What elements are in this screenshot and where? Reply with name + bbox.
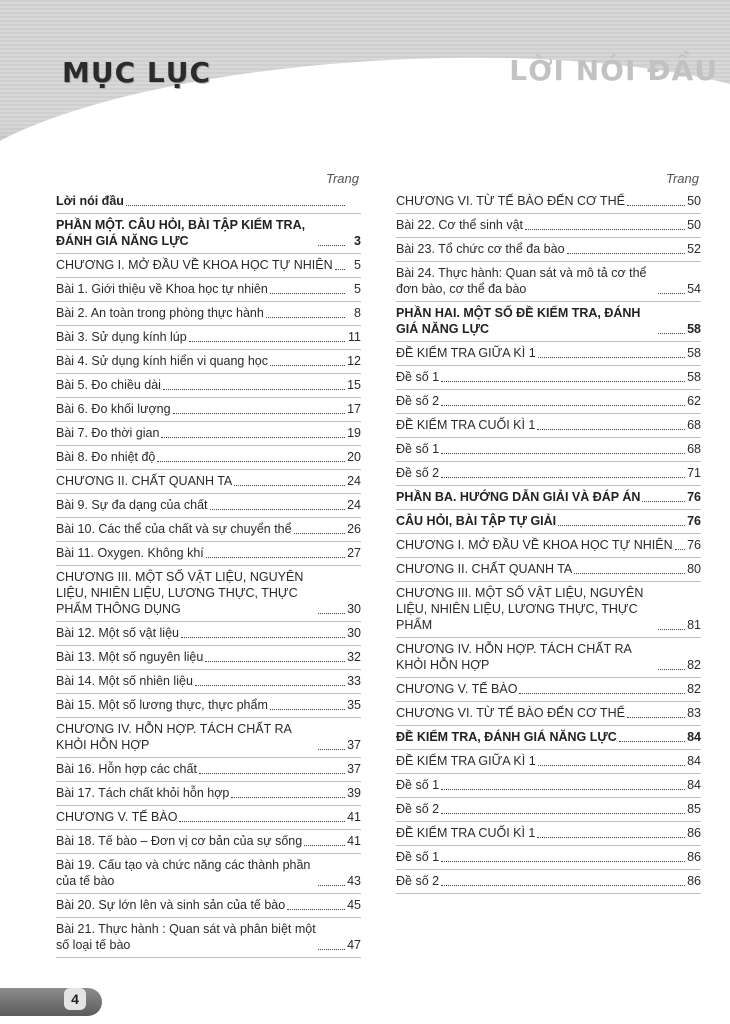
dot-leader	[161, 437, 345, 438]
dot-leader	[270, 293, 345, 294]
toc-entry[interactable]	[396, 638, 701, 678]
toc-entry-title: Đề số 1	[396, 442, 440, 456]
toc-entry[interactable]	[56, 806, 361, 830]
dot-leader	[441, 861, 685, 862]
toc-entry-title: CHƯƠNG III. MỘT SỐ VẬT LIỆU, NGUYÊN LIỆU, NHIÊN LIỆU, LƯƠNG THỰC, THỰC PHẨM THÔNG DỤNG	[56, 570, 304, 616]
toc-entry-page: 17	[347, 402, 361, 416]
toc-entry-title: Bài 20. Sự lớn lên và sinh sản của tế bào	[56, 898, 286, 912]
toc-entry[interactable]	[396, 462, 701, 486]
dot-leader	[335, 269, 345, 270]
toc-entry[interactable]	[56, 718, 361, 758]
toc-entry-title: Bài 3. Sử dụng kính lúp	[56, 330, 187, 344]
toc-entry-title: Bài 12. Một số vật liệu	[56, 626, 179, 640]
dot-leader	[627, 205, 685, 206]
toc-entry-title: Bài 6. Đo khối lượng	[56, 402, 171, 416]
dot-leader	[231, 797, 345, 798]
toc-entry-title: ĐỀ KIỂM TRA CUỐI KÌ 1	[396, 826, 536, 840]
dot-leader	[441, 381, 685, 382]
toc-entry-page: 58	[687, 322, 701, 336]
toc-entry-title: ĐỀ KIỂM TRA, ĐÁNH GIÁ NĂNG LỰC	[396, 730, 617, 744]
dot-leader	[163, 389, 345, 390]
toc-right-list	[396, 190, 701, 894]
toc-entry-title: Bài 22. Cơ thể sinh vật	[396, 218, 524, 232]
toc-entry-page: 80	[687, 562, 701, 576]
dot-leader	[537, 837, 685, 838]
dot-leader	[189, 341, 345, 342]
toc-entry-title: Bài 21. Thực hành : Quan sát và phân biệt một số loại tế bào	[56, 922, 316, 952]
toc-entry-page: 76	[687, 514, 701, 528]
dot-leader	[318, 613, 345, 614]
toc-entry-page: 30	[347, 602, 361, 616]
toc-entry-page: 86	[687, 850, 701, 864]
toc-entry[interactable]	[56, 918, 361, 958]
dot-leader	[270, 709, 345, 710]
dot-leader	[619, 741, 685, 742]
toc-entry-title: PHẦN HAI. MỘT SỐ ĐỀ KIỂM TRA, ĐÁNH GIÁ NĂNG LỰC	[396, 306, 641, 336]
toc-entry-page: 20	[347, 450, 361, 464]
dot-leader	[234, 485, 345, 486]
toc-entry-title: CHƯƠNG VI. TỪ TẾ BÀO ĐẾN CƠ THỂ	[396, 706, 625, 720]
toc-entry-page: 5	[354, 258, 361, 272]
dot-leader	[287, 909, 345, 910]
toc-entry-page: 11	[348, 330, 361, 344]
toc-entry[interactable]	[56, 278, 361, 302]
toc-entry-page: 86	[687, 874, 701, 888]
toc-entry[interactable]	[396, 846, 701, 870]
toc-entry[interactable]	[396, 798, 701, 822]
dot-leader	[441, 477, 685, 478]
toc-entry[interactable]	[396, 302, 701, 342]
toc-entry-title: CHƯƠNG VI. TỪ TẾ BÀO ĐẾN CƠ THỂ	[396, 194, 625, 208]
toc-entry-page: 33	[347, 674, 361, 688]
toc-entry[interactable]	[56, 350, 361, 374]
dot-leader	[206, 557, 345, 558]
toc-entry-page: 81	[687, 618, 701, 632]
toc-entry-page: 30	[347, 626, 361, 640]
toc-entry[interactable]	[396, 438, 701, 462]
toc-entry-title: Bài 17. Tách chất khỏi hỗn hợp	[56, 786, 230, 800]
dot-leader	[519, 693, 685, 694]
toc-entry-page: 3	[354, 234, 361, 248]
toc-entry[interactable]	[56, 422, 361, 446]
toc-entry-page: 5	[354, 282, 361, 296]
toc-entry-page: 85	[687, 802, 701, 816]
toc-entry[interactable]	[56, 646, 361, 670]
toc-entry-title: Bài 13. Một số nguyên liệu	[56, 650, 204, 664]
toc-entry-title: Bài 8. Đo nhiệt độ	[56, 450, 156, 464]
dot-leader	[538, 765, 685, 766]
toc-entry-title: CÂU HỎI, BÀI TẬP TỰ GIẢI	[396, 514, 557, 528]
toc-entry-title: Bài 7. Đo thời gian	[56, 426, 160, 440]
toc-entry[interactable]	[396, 262, 701, 302]
toc-entry-page: 58	[687, 370, 701, 384]
dot-leader	[181, 637, 345, 638]
toc-entry-page: 71	[687, 466, 701, 480]
toc-entry[interactable]	[396, 214, 701, 238]
dot-leader	[318, 749, 345, 750]
toc-entry[interactable]	[396, 342, 701, 366]
dot-leader	[157, 461, 345, 462]
dot-leader	[199, 773, 345, 774]
toc-entry-page: 50	[687, 218, 701, 232]
toc-entry-page: 58	[687, 346, 701, 360]
toc-entry-page: 82	[687, 658, 701, 672]
dot-leader	[675, 549, 685, 550]
dot-leader	[205, 661, 345, 662]
toc-entry-page: 84	[687, 730, 701, 744]
toc-entry-page: 27	[347, 546, 361, 560]
toc-entry[interactable]	[396, 366, 701, 390]
toc-entry-page: 82	[687, 682, 701, 696]
toc-entry[interactable]	[56, 302, 361, 326]
toc-entry-page: 76	[687, 538, 701, 552]
dot-leader	[179, 821, 345, 822]
toc-entry-page: 54	[687, 282, 701, 296]
toc-entry-page: 26	[347, 522, 361, 536]
toc-entry-title: ĐỀ KIỂM TRA GIỮA KÌ 1	[396, 754, 536, 768]
toc-entry-title: Bài 2. An toàn trong phòng thực hành	[56, 306, 264, 320]
toc-entry[interactable]	[56, 326, 361, 350]
dot-leader	[441, 405, 685, 406]
toc-entry[interactable]	[396, 390, 701, 414]
ghost-title: LỜI NÓI ĐẦU	[509, 54, 718, 87]
toc-entry-title: Bài 5. Đo chiều dài	[56, 378, 161, 392]
toc-entry-page: 86	[687, 826, 701, 840]
toc-entry[interactable]	[56, 446, 361, 470]
toc-entry-page: 41	[347, 834, 361, 848]
toc-entry-title: Bài 9. Sự đa dạng của chất	[56, 498, 208, 512]
toc-entry-title: Bài 14. Một số nhiên liệu	[56, 674, 193, 688]
toc-entry-title: CHƯƠNG I. MỞ ĐẦU VỀ KHOA HỌC TỰ NHIÊN	[56, 258, 333, 272]
dot-leader	[658, 669, 685, 670]
toc-entry[interactable]	[396, 510, 701, 534]
toc-entry-title: CHƯƠNG I. MỞ ĐẦU VỀ KHOA HỌC TỰ NHIÊN	[396, 538, 673, 552]
dot-leader	[538, 357, 685, 358]
toc-entry-page: 52	[687, 242, 701, 256]
toc-entry-title: Bài 19. Cấu tạo và chức năng các thành phần của tế bào	[56, 858, 311, 888]
dot-leader	[658, 333, 685, 334]
page-column-label: Trang	[326, 171, 359, 186]
toc-entry-page: 24	[347, 498, 361, 512]
toc-entry-page: 15	[347, 378, 361, 392]
toc-entry[interactable]	[396, 702, 701, 726]
toc-entry-title: CHƯƠNG IV. HỖN HỢP. TÁCH CHẤT RA KHỎI HỖN HỢP	[56, 722, 292, 752]
toc-entry-page: 68	[687, 442, 701, 456]
toc-entry[interactable]	[56, 782, 361, 806]
toc-entry[interactable]	[56, 254, 361, 278]
toc-entry-title: PHẦN BA. HƯỚNG DẪN GIẢI VÀ ĐÁP ÁN	[396, 490, 641, 504]
toc-entry-title: Đề số 2	[396, 802, 440, 816]
toc-entry-title: CHƯƠNG II. CHẤT QUANH TA	[396, 562, 573, 576]
toc-entry-title: Bài 15. Một số lương thực, thực phẩm	[56, 698, 268, 712]
toc-entry[interactable]	[56, 854, 361, 894]
toc-entry[interactable]	[56, 830, 361, 854]
dot-leader	[537, 429, 685, 430]
dot-leader	[525, 229, 685, 230]
footer-tab	[0, 988, 102, 1016]
toc-entry[interactable]	[56, 374, 361, 398]
toc-entry-page: 32	[347, 650, 361, 664]
toc-entry-title: Đề số 1	[396, 850, 440, 864]
toc-entry[interactable]	[56, 190, 361, 214]
toc-entry[interactable]	[396, 750, 701, 774]
toc-entry-page: 84	[687, 754, 701, 768]
dot-leader	[441, 813, 685, 814]
toc-entry-page: 68	[687, 418, 701, 432]
toc-entry-page: 37	[347, 762, 361, 776]
toc-entry[interactable]	[396, 414, 701, 438]
toc-entry-page: 47	[347, 938, 361, 952]
toc-entry-title: Bài 23. Tổ chức cơ thể đa bào	[396, 242, 565, 256]
toc-entry-page: 12	[347, 354, 361, 368]
toc-entry[interactable]	[396, 870, 701, 894]
toc-entry-title: Bài 11. Oxygen. Không khí	[56, 546, 204, 560]
page-number: 4	[64, 988, 86, 1010]
toc-entry[interactable]	[56, 470, 361, 494]
toc-entry-page: 50	[687, 194, 701, 208]
toc-entry[interactable]	[56, 894, 361, 918]
toc-entry-title: Đề số 2	[396, 874, 440, 888]
dot-leader	[658, 629, 685, 630]
toc-entry-page: 19	[347, 426, 361, 440]
dot-leader	[441, 789, 685, 790]
toc-entry-title: CHƯƠNG III. MỘT SỐ VẬT LIỆU, NGUYÊN LIỆU, NHIÊN LIỆU, LƯƠNG THỰC, THỰC PHẨM	[396, 586, 644, 632]
toc-entry[interactable]	[56, 694, 361, 718]
page-column-label: Trang	[666, 171, 699, 186]
toc-entry[interactable]	[396, 678, 701, 702]
toc-entry-title: Bài 4. Sử dụng kính hiển vi quang học	[56, 354, 268, 368]
toc-entry[interactable]	[56, 542, 361, 566]
toc-entry-page: 37	[347, 738, 361, 752]
toc-entry-page: 45	[347, 898, 361, 912]
dot-leader	[642, 501, 685, 502]
dot-leader	[270, 365, 345, 366]
dot-leader	[441, 885, 685, 886]
dot-leader	[567, 253, 685, 254]
toc-entry-title: Bài 24. Thực hành: Quan sát và mô tả cơ thể đơn bào, cơ thể đa bào	[396, 266, 647, 296]
toc-entry[interactable]	[56, 214, 361, 254]
toc-entry-title: CHƯƠNG V. TẾ BÀO	[396, 682, 518, 696]
toc-entry[interactable]	[56, 518, 361, 542]
toc-entry-title: PHẦN MỘT. CÂU HỎI, BÀI TẬP KIỂM TRA, ĐÁNH GIÁ NĂNG LỰC	[56, 218, 306, 248]
toc-entry[interactable]	[396, 558, 701, 582]
toc-left-list	[56, 190, 361, 958]
toc-entry-page: 8	[354, 306, 361, 320]
toc-entry-page: 43	[347, 874, 361, 888]
toc-entry-title: Đề số 1	[396, 370, 440, 384]
toc-entry[interactable]	[396, 726, 701, 750]
toc-entry[interactable]	[396, 486, 701, 510]
toc-entry-page: 84	[687, 778, 701, 792]
toc-entry-title: Đề số 2	[396, 394, 440, 408]
dot-leader	[173, 413, 345, 414]
toc-entry-title: Đề số 2	[396, 466, 440, 480]
dot-leader	[126, 205, 345, 206]
toc-entry-title: CHƯƠNG V. TẾ BÀO	[56, 810, 178, 824]
toc-entry-title: ĐỀ KIỂM TRA GIỮA KÌ 1	[396, 346, 536, 360]
toc-entry-page: 76	[687, 490, 701, 504]
dot-leader	[304, 845, 345, 846]
toc-entry-page: 62	[687, 394, 701, 408]
toc-entry[interactable]	[396, 582, 701, 638]
toc-entry-title: Bài 10. Các thể của chất và sự chuyển thể	[56, 522, 292, 536]
dot-leader	[294, 533, 345, 534]
toc-entry-title: CHƯƠNG IV. HỖN HỢP. TÁCH CHẤT RA KHỎI HỖN HỢP	[396, 642, 632, 672]
toc-entry[interactable]	[396, 190, 701, 214]
toc-entry[interactable]	[396, 238, 701, 262]
dot-leader	[195, 685, 345, 686]
toc-entry[interactable]	[396, 534, 701, 558]
dot-leader	[266, 317, 345, 318]
toc-entry[interactable]	[56, 494, 361, 518]
toc-entry-title: Bài 1. Giới thiệu về Khoa học tự nhiên	[56, 282, 268, 296]
toc-entry[interactable]	[56, 622, 361, 646]
dot-leader	[558, 525, 685, 526]
dot-leader	[627, 717, 685, 718]
toc-right-column	[396, 168, 701, 894]
toc-entry-page: 35	[347, 698, 361, 712]
toc-entry[interactable]	[396, 774, 701, 798]
toc-entry-title: Bài 16. Hỗn hợp các chất	[56, 762, 197, 776]
toc-entry-page: 41	[347, 810, 361, 824]
toc-entry-title: CHƯƠNG II. CHẤT QUANH TA	[56, 474, 233, 488]
toc-entry-page: 83	[687, 706, 701, 720]
toc-entry-title: Đề số 1	[396, 778, 440, 792]
toc-entry-title: ĐỀ KIỂM TRA CUỐI KÌ 1	[396, 418, 536, 432]
page-title: MỤC LỤC	[62, 56, 212, 89]
dot-leader	[318, 949, 345, 950]
toc-left-column	[56, 168, 361, 958]
toc-entry-page: 24	[347, 474, 361, 488]
toc-entry[interactable]	[56, 566, 361, 622]
toc-entry-page: 39	[347, 786, 361, 800]
toc-entry[interactable]	[56, 398, 361, 422]
dot-leader	[574, 573, 685, 574]
toc-entry-title: Lời nói đầu	[56, 194, 124, 208]
toc-entry-title: Bài 18. Tế bào – Đơn vị cơ bản của sự sống	[56, 834, 303, 848]
dot-leader	[210, 509, 345, 510]
dot-leader	[658, 293, 685, 294]
dot-leader	[318, 245, 345, 246]
dot-leader	[441, 453, 685, 454]
toc-entry[interactable]	[56, 670, 361, 694]
dot-leader	[318, 885, 345, 886]
toc-entry[interactable]	[396, 822, 701, 846]
toc-entry[interactable]	[56, 758, 361, 782]
